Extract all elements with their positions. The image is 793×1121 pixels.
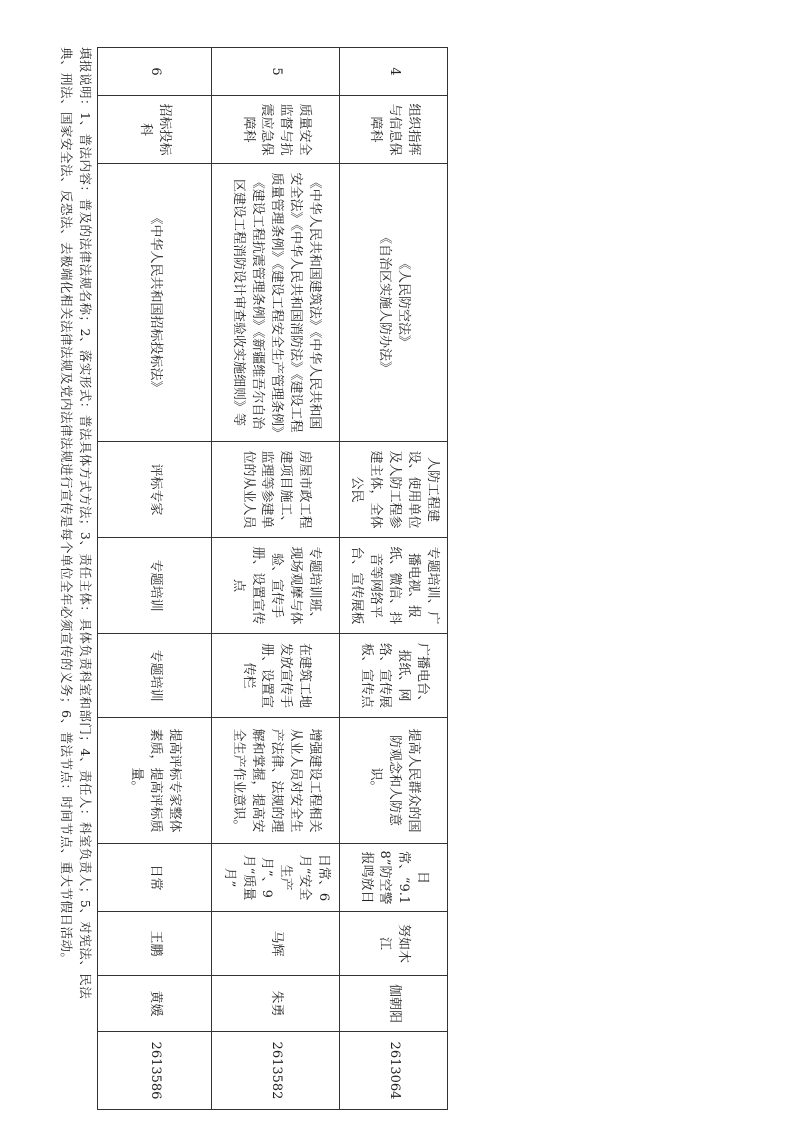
- responsible-cell: 努如木江: [340, 912, 448, 976]
- form-cell: 专题培训班、现场观摩与体验、宣传手册、设置宣传点: [212, 538, 340, 634]
- leader-cell: 黄媛: [98, 976, 212, 1032]
- row-number: 6: [98, 48, 212, 96]
- phone-cell: 2613582: [212, 1032, 340, 1110]
- table-row: [98, 48, 212, 1110]
- law-publicity-table: [97, 47, 448, 1110]
- goal-cell: 提高评标专家整体素质，提高评标质量。: [98, 718, 212, 844]
- law-content-cell: 《中华人民共和国建筑法》《中华人民共和国安全法》《中华人民共和国消防法》《建设工程质量管理条例》《建设工程安全生产管理条例》《建设工程抗震管理条例》《新疆维吾尔自治区建设工程消防设计审查验收实施细则》等: [212, 164, 340, 442]
- time-node-cell: 日常、6月“安全生产月”、9月“质量月”: [212, 844, 340, 912]
- law-line: 《人民防空法》: [396, 256, 412, 348]
- form-cell: 专题培训: [98, 538, 212, 634]
- method-cell: 专题培训: [98, 634, 212, 718]
- department-cell: 招标投标科: [98, 96, 212, 164]
- method-cell: 在建筑工地发放宣传手册、设置宣传栏: [212, 634, 340, 718]
- department-cell: 质量安全监督与抗震应急保障科: [212, 96, 340, 164]
- goal-cell: 提高人民群众的国防观念和人防意识。: [340, 718, 448, 844]
- leader-cell: 伽朝阳: [340, 976, 448, 1032]
- filling-instructions: 填报说明：1、普法内容：普及的法律法规名称；2、落实形式：普法具体方式方法；3、责任主体：具体负责科室和部门；4、责任人：科室负责人；5、对宪法、民法典、刑法、国家安全法、反恐法、去极端化相关法律法规及党内法律法规进行宣传是每个单位全年必须宣传的义务；6、普法节点：时间节点、重大节假日活动。: [58, 47, 93, 1000]
- leader-cell: 朱勇: [212, 976, 340, 1032]
- table-row: [212, 48, 340, 1110]
- time-node-cell: 日常、“9.18”防空警报鸣放日: [340, 844, 448, 912]
- phone-cell: 2613064: [340, 1032, 448, 1110]
- phone-cell: 2613586: [98, 1032, 212, 1110]
- law-line: 《自治区实施人防办法》: [377, 230, 393, 374]
- target-cell: 房屋市政工程建项目施工、监理等参建单位的从业人员: [212, 442, 340, 538]
- law-content-cell: [340, 164, 448, 442]
- goal-cell: 增强建设工程相关从业人员对安全生产法律、法规的理解和掌握，提高安全生产作业意识。: [212, 718, 340, 844]
- department-cell: 组织指挥与信息保障科: [340, 96, 448, 164]
- responsible-cell: 王鹏: [98, 912, 212, 976]
- target-cell: 人防工程建设、使用单位及人防工程参建主体，全体公民: [340, 442, 448, 538]
- time-node-cell: 日常: [98, 844, 212, 912]
- form-cell: 专题培训、广播电视、报纸、微信、抖音等网络平台、宣传展板: [340, 538, 448, 634]
- responsible-cell: 马辉: [212, 912, 340, 976]
- table-row: [340, 48, 448, 1110]
- target-cell: 评标专家: [98, 442, 212, 538]
- row-number: 5: [212, 48, 340, 96]
- law-content-cell: 《中华人民共和国招标投标法》: [98, 164, 212, 442]
- method-cell: 广播电台、报纸、网络、宣传展板、宣传点: [340, 634, 448, 718]
- row-number: 4: [340, 48, 448, 96]
